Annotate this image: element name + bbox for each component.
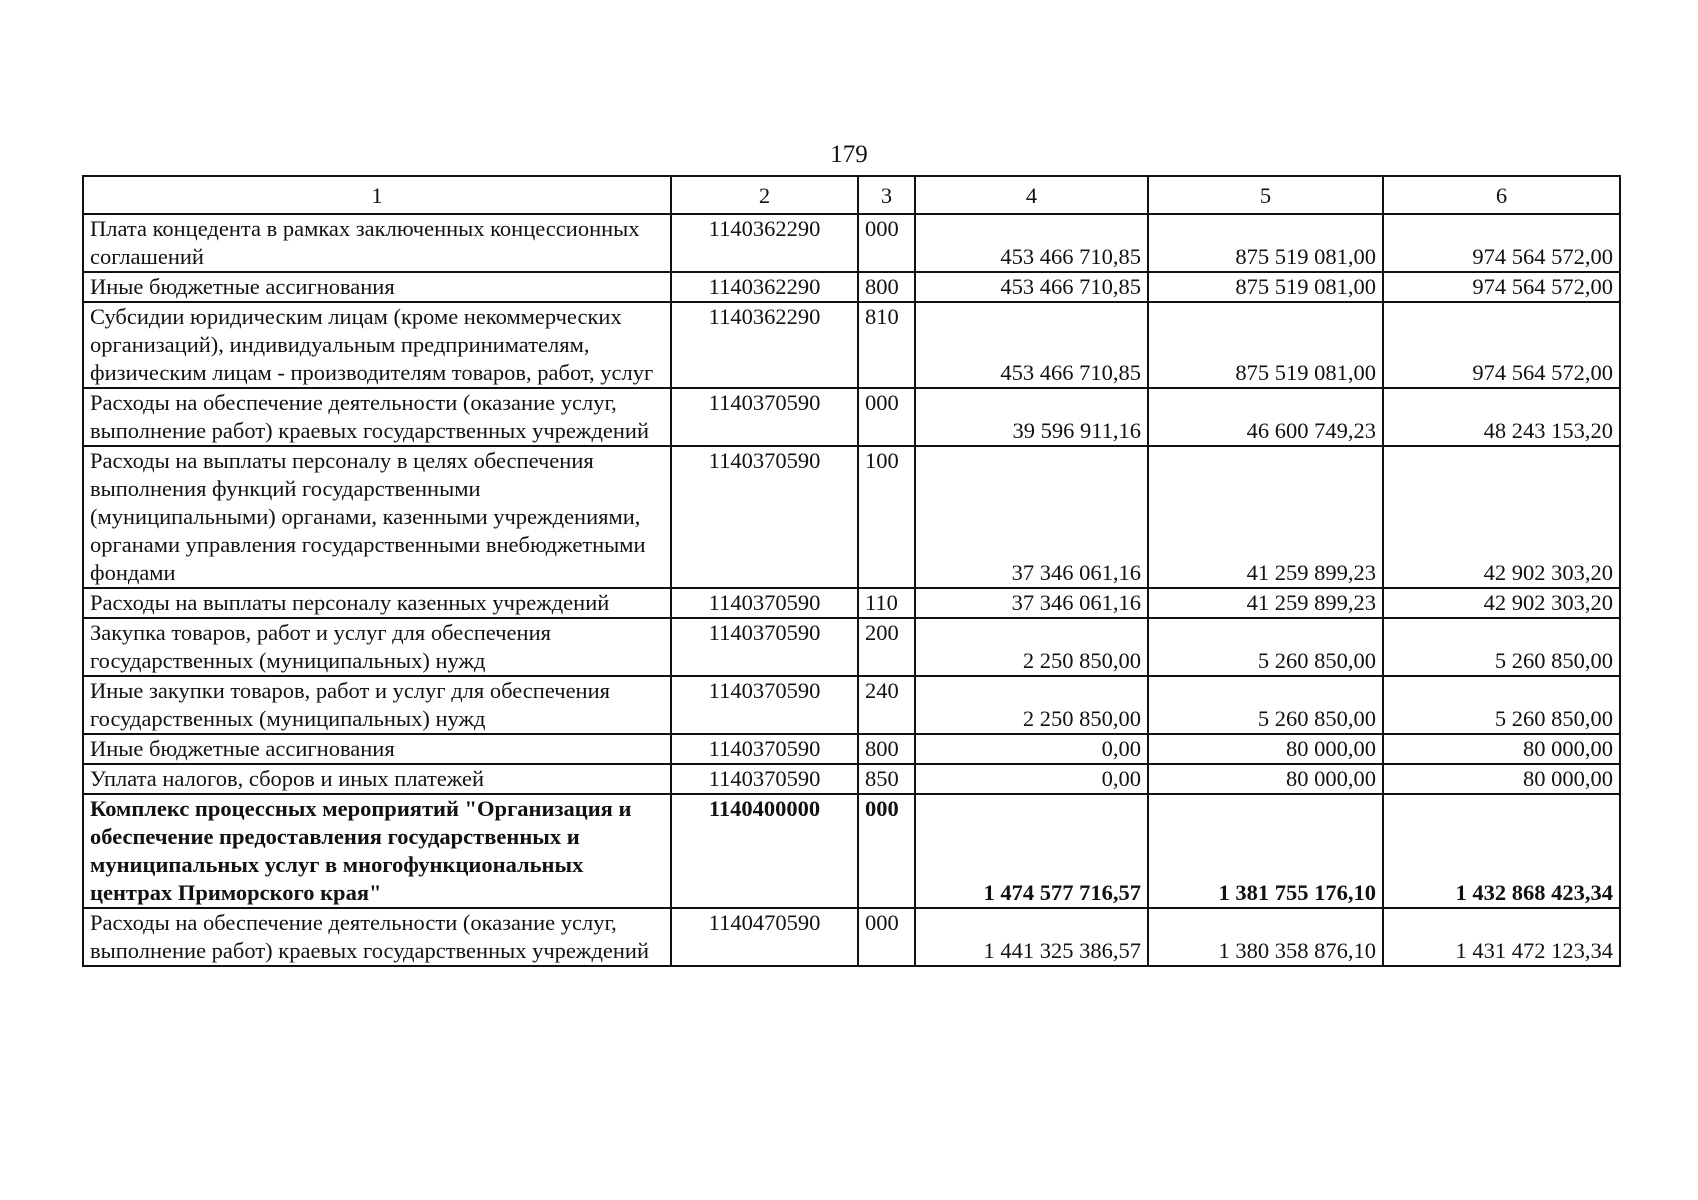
item-name: Плата концедента в рамках заключенных концессионных соглашений [83, 214, 671, 272]
target-article-code: 1140470590 [671, 908, 858, 966]
expense-type-code: 000 [858, 214, 915, 272]
amount-col-6: 5 260 850,00 [1383, 676, 1620, 734]
table-row [83, 676, 1620, 734]
amount-col-4: 2 250 850,00 [915, 676, 1148, 734]
amount-col-4: 39 596 911,16 [915, 388, 1148, 446]
expense-type-code: 110 [858, 588, 915, 618]
column-header-6: 6 [1383, 176, 1620, 214]
amount-col-6: 48 243 153,20 [1383, 388, 1620, 446]
amount-col-4: 453 466 710,85 [915, 214, 1148, 272]
amount-col-5: 80 000,00 [1148, 764, 1383, 794]
table-row [83, 588, 1620, 618]
page-number: 179 [830, 141, 868, 168]
item-name: Комплекс процессных мероприятий "Организация и обеспечение предоставления государственных и муниципальных услуг в многофункциональных центрах Приморского края" [83, 794, 671, 908]
expense-type-code: 810 [858, 302, 915, 388]
budget-table [82, 175, 1621, 967]
amount-col-4: 0,00 [915, 764, 1148, 794]
amount-col-5: 46 600 749,23 [1148, 388, 1383, 446]
item-name: Расходы на выплаты персоналу казенных учреждений [83, 588, 671, 618]
item-name: Расходы на обеспечение деятельности (оказание услуг, выполнение работ) краевых государственных учреждений [83, 388, 671, 446]
table-row [83, 214, 1620, 272]
amount-col-5: 875 519 081,00 [1148, 272, 1383, 302]
amount-col-4: 37 346 061,16 [915, 588, 1148, 618]
amount-col-4: 1 474 577 716,57 [915, 794, 1148, 908]
amount-col-5: 5 260 850,00 [1148, 618, 1383, 676]
expense-type-code: 850 [858, 764, 915, 794]
amount-col-5: 875 519 081,00 [1148, 214, 1383, 272]
amount-col-4: 453 466 710,85 [915, 272, 1148, 302]
target-article-code: 1140370590 [671, 676, 858, 734]
table-row [83, 388, 1620, 446]
target-article-code: 1140370590 [671, 764, 858, 794]
column-header-4: 4 [915, 176, 1148, 214]
table-row [83, 618, 1620, 676]
amount-col-5: 41 259 899,23 [1148, 588, 1383, 618]
amount-col-6: 42 902 303,20 [1383, 588, 1620, 618]
amount-col-4: 37 346 061,16 [915, 446, 1148, 588]
amount-col-6: 5 260 850,00 [1383, 618, 1620, 676]
column-header-2: 2 [671, 176, 858, 214]
item-name: Расходы на обеспечение деятельности (оказание услуг, выполнение работ) краевых государственных учреждений [83, 908, 671, 966]
expense-type-code: 000 [858, 794, 915, 908]
target-article-code: 1140370590 [671, 618, 858, 676]
table-row [83, 794, 1620, 908]
item-name: Закупка товаров, работ и услуг для обеспечения государственных (муниципальных) нужд [83, 618, 671, 676]
item-name: Иные бюджетные ассигнования [83, 734, 671, 764]
amount-col-6: 80 000,00 [1383, 764, 1620, 794]
amount-col-4: 0,00 [915, 734, 1148, 764]
amount-col-5: 1 381 755 176,10 [1148, 794, 1383, 908]
target-article-code: 1140370590 [671, 588, 858, 618]
expense-type-code: 800 [858, 734, 915, 764]
target-article-code: 1140362290 [671, 272, 858, 302]
table-row [83, 908, 1620, 966]
amount-col-6: 1 431 472 123,34 [1383, 908, 1620, 966]
column-header-3: 3 [858, 176, 915, 214]
amount-col-6: 80 000,00 [1383, 734, 1620, 764]
target-article-code: 1140362290 [671, 302, 858, 388]
item-name: Иные закупки товаров, работ и услуг для обеспечения государственных (муниципальных) нужд [83, 676, 671, 734]
amount-col-5: 1 380 358 876,10 [1148, 908, 1383, 966]
expense-type-code: 000 [858, 388, 915, 446]
column-header-1: 1 [83, 176, 671, 214]
table-row [83, 734, 1620, 764]
expense-type-code: 100 [858, 446, 915, 588]
expense-type-code: 200 [858, 618, 915, 676]
target-article-code: 1140370590 [671, 446, 858, 588]
amount-col-4: 453 466 710,85 [915, 302, 1148, 388]
column-header-5: 5 [1148, 176, 1383, 214]
table-header-row [83, 176, 1620, 214]
amount-col-6: 1 432 868 423,34 [1383, 794, 1620, 908]
target-article-code: 1140370590 [671, 388, 858, 446]
table-row [83, 302, 1620, 388]
table-row [83, 272, 1620, 302]
amount-col-5: 5 260 850,00 [1148, 676, 1383, 734]
expense-type-code: 800 [858, 272, 915, 302]
amount-col-5: 41 259 899,23 [1148, 446, 1383, 588]
amount-col-5: 875 519 081,00 [1148, 302, 1383, 388]
amount-col-6: 974 564 572,00 [1383, 272, 1620, 302]
expense-type-code: 000 [858, 908, 915, 966]
table-row [83, 446, 1620, 588]
amount-col-4: 2 250 850,00 [915, 618, 1148, 676]
target-article-code: 1140362290 [671, 214, 858, 272]
target-article-code: 1140370590 [671, 734, 858, 764]
item-name: Расходы на выплаты персоналу в целях обеспечения выполнения функций государственными (муниципальными) органами, казенными учреждениями, органами управления государственными внебюджетными фондами [83, 446, 671, 588]
amount-col-6: 974 564 572,00 [1383, 214, 1620, 272]
item-name: Субсидии юридическим лицам (кроме некоммерческих организаций), индивидуальным предпринимателям, физическим лицам - производителям товаров, работ, услуг [83, 302, 671, 388]
amount-col-6: 974 564 572,00 [1383, 302, 1620, 388]
amount-col-6: 42 902 303,20 [1383, 446, 1620, 588]
item-name: Иные бюджетные ассигнования [83, 272, 671, 302]
amount-col-4: 1 441 325 386,57 [915, 908, 1148, 966]
target-article-code: 1140400000 [671, 794, 858, 908]
expense-type-code: 240 [858, 676, 915, 734]
item-name: Уплата налогов, сборов и иных платежей [83, 764, 671, 794]
amount-col-5: 80 000,00 [1148, 734, 1383, 764]
table-row [83, 764, 1620, 794]
